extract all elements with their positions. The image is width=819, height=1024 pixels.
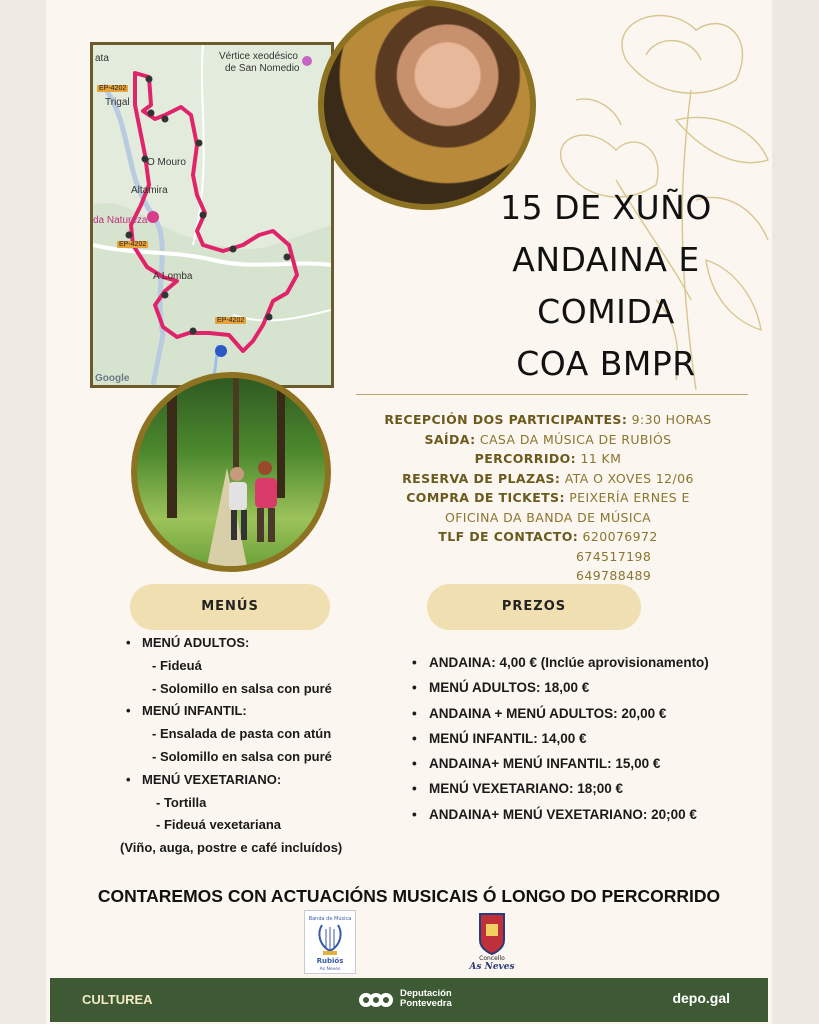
menu-item: - Solomillo en salsa con puré bbox=[152, 748, 332, 764]
info-key: RESERVA DE PLAZAS: bbox=[402, 470, 561, 486]
menu-item: - Solomillo en salsa con puré bbox=[152, 680, 332, 696]
menu-category: • MENÚ VEXETARIANO: bbox=[116, 769, 376, 792]
divider bbox=[356, 394, 748, 395]
event-info bbox=[338, 410, 758, 586]
road-badge: EP-4202 bbox=[217, 317, 245, 324]
concello-name: As Neves bbox=[469, 962, 515, 972]
shield-icon bbox=[466, 910, 518, 972]
menu-category: • MENÚ INFANTIL: bbox=[116, 700, 376, 723]
info-key: RECEPCIÓN DOS PARTICIPANTES: bbox=[384, 412, 628, 427]
title-line: COA BMPR bbox=[516, 344, 696, 383]
prezos-heading: PREZOS bbox=[427, 584, 641, 630]
map-label-vertice2: de San Nomedio bbox=[225, 63, 300, 74]
road-badge: EP-4202 bbox=[99, 85, 127, 92]
price-item: • ANDAINA+ MENÚ VEXETARIANO: 20;00 € bbox=[412, 802, 772, 827]
menu-item: - Tortilla bbox=[156, 794, 207, 810]
info-key: COMPRA DE TICKETS: bbox=[406, 490, 565, 505]
map-label-ata: ata bbox=[95, 53, 109, 64]
map-label-lomba: A Lomba bbox=[153, 271, 193, 282]
menu-category: • MENÚ ADULTOS: bbox=[116, 632, 376, 655]
title-date: 15 DE XUÑO bbox=[500, 188, 712, 227]
phone-number[interactable]: 674517198 bbox=[576, 548, 652, 564]
route-map[interactable] bbox=[90, 42, 334, 388]
event-poster bbox=[46, 0, 772, 1024]
left-margin bbox=[0, 0, 46, 1024]
prezos-list bbox=[412, 650, 772, 827]
map-label-mouro: O Mouro bbox=[147, 157, 186, 168]
road-badge: EP-4202 bbox=[119, 241, 147, 248]
info-value: CASA DA MÚSICA DE RUBIÓS bbox=[479, 431, 672, 447]
price-item: • MENÚ ADULTOS: 18,00 € bbox=[412, 675, 772, 700]
lyre-icon bbox=[305, 911, 355, 973]
music-banner: CONTAREMOS CON ACTUACIÓNS MUSICAIS Ó LONGO DO PERCORRIDO bbox=[97, 886, 721, 906]
deputacion-line: Pontevedra bbox=[400, 998, 452, 1009]
sponsor-footer bbox=[50, 978, 768, 1022]
banda-logo bbox=[304, 910, 356, 974]
info-key: SAÍDA: bbox=[424, 431, 476, 447]
right-margin bbox=[772, 0, 819, 1024]
info-value: 11 KM bbox=[580, 451, 622, 466]
banda-logo-top: Banda de Música bbox=[308, 916, 352, 922]
deputacion-line: Deputación bbox=[400, 988, 452, 999]
concello-label: Concello bbox=[479, 955, 505, 962]
hikers-illustration bbox=[137, 378, 325, 566]
map-label-natureza: da Natureza bbox=[93, 215, 148, 226]
price-item: • MENÚ INFANTIL: 14,00 € bbox=[412, 726, 772, 751]
title-line: COMIDA bbox=[537, 292, 675, 331]
cultura-logo: CULTUREA bbox=[82, 992, 153, 1007]
title-line: ANDAINA E bbox=[512, 240, 700, 279]
banda-logo-name: Rubiós bbox=[316, 957, 344, 965]
menus-heading: MENÚS bbox=[130, 584, 330, 630]
map-label-altamira: Altamira bbox=[131, 185, 168, 196]
menu-item: - Ensalada de pasta con atún bbox=[152, 726, 332, 742]
menu-item: - Fideuá bbox=[152, 657, 202, 673]
info-key: TLF DE CONTACTO: bbox=[438, 529, 579, 544]
info-value: ATA O XOVES 12/06 bbox=[564, 470, 694, 486]
price-item: • MENÚ VEXETARIANO: 18;00 € bbox=[412, 776, 772, 801]
event-title bbox=[486, 182, 726, 390]
map-label-vertice: Vértice xeodésico bbox=[219, 51, 298, 62]
price-item: • ANDAINA: 4,00 € (Inclúe aprovisionamento) bbox=[412, 650, 772, 675]
deputacion-logo bbox=[358, 986, 452, 1014]
menu-note: (Viño, auga, postre e café incluídos) bbox=[120, 840, 343, 856]
info-value: PEIXERÍA ERNES E OFICINA DA BANDA DE MÚSICA bbox=[444, 490, 690, 525]
map-label-trigal: Trigal bbox=[105, 97, 130, 108]
hikers-photo bbox=[131, 372, 331, 572]
google-logo: Google bbox=[95, 373, 130, 384]
deputacion-name bbox=[400, 989, 452, 1009]
deputacion-icon bbox=[358, 986, 394, 1014]
info-key: PERCORRIDO: bbox=[474, 451, 577, 466]
phone-number[interactable]: 620076972 bbox=[582, 529, 658, 544]
coins-photo bbox=[318, 0, 536, 210]
concello-logo bbox=[466, 910, 518, 972]
phone-number[interactable]: 649788489 bbox=[576, 568, 652, 583]
price-item: • ANDAINA + MENÚ ADULTOS: 20,00 € bbox=[412, 701, 772, 726]
info-value: 9:30 HORAS bbox=[631, 412, 712, 427]
menu-item: - Fideuá vexetariana bbox=[156, 817, 281, 833]
price-item: • ANDAINA+ MENÚ INFANTIL: 15,00 € bbox=[412, 751, 772, 776]
depogal-link[interactable]: depo.gal bbox=[672, 990, 730, 1006]
menus-list bbox=[116, 632, 376, 860]
banda-logo-sub: As Neves bbox=[319, 967, 341, 972]
